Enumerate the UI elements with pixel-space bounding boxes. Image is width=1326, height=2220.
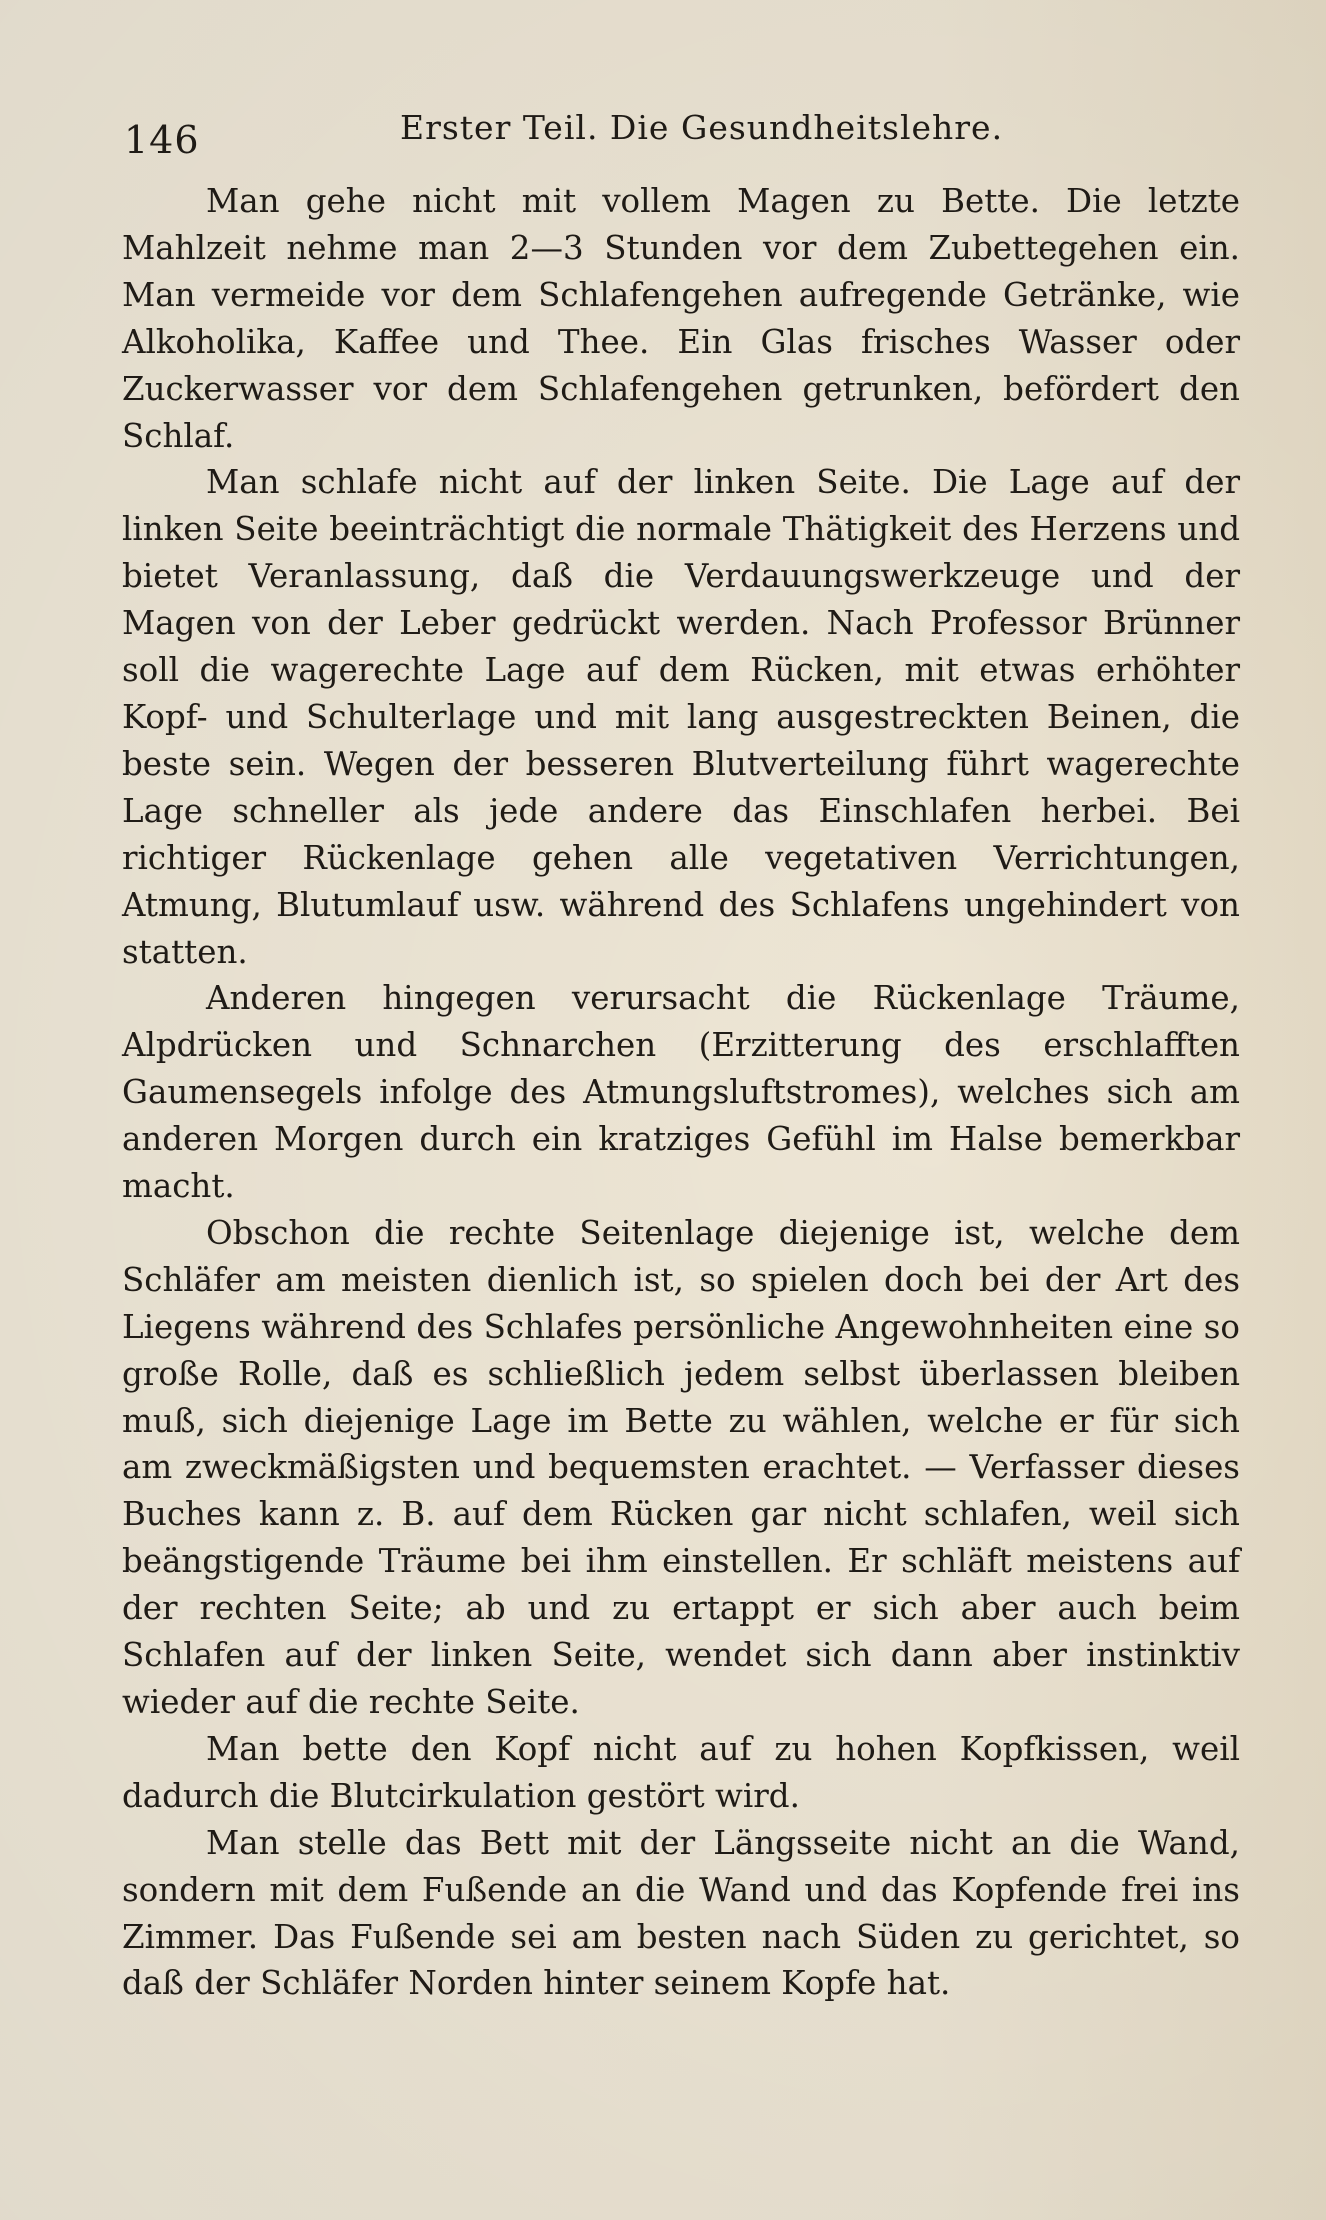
- paragraph: Obschon die rechte Seitenlage diejenige ist, welche dem Schläfer am meisten dienlich ist, so spielen doch bei der Art des Liegens während des Schlafes persönliche Angewohnheiten eine so große Rolle, daß es schließlich jedem selbst überlassen bleiben muß, sich diejenige Lage im Bette zu wählen, welche er für sich am zweckmäßigsten und bequemsten erachtet. — Verfasser dieses Buches kann z. B. auf dem Rücken gar nicht schlafen, weil sich beängstigende Träume bei ihm einstellen. Er schläft meistens auf der rechten Seite; ab und zu ertappt er sich aber auch beim Schlafen auf der linken Seite, wendet sich dann aber instinktiv wieder auf die rechte Seite.: [122, 1213, 1240, 1721]
- paragraph: Man bette den Kopf nicht auf zu hohen Kopfkissen, weil dadurch die Blutcirkulation gestört wird.: [122, 1729, 1240, 1815]
- paragraph: Man stelle das Bett mit der Längsseite nicht an die Wand, sondern mit dem Fußende an die Wand und das Kopfende frei ins Zimmer. Das Fußende sei am besten nach Süden zu gerichtet, so daß der Schläfer Norden hinter seinem Kopfe hat.: [122, 1823, 1240, 2003]
- page-number: 146: [124, 118, 200, 162]
- paragraph: Anderen hingegen verursacht die Rückenlage Träume, Alpdrücken und Schnarchen (Erzitterung des erschlafften Gaumensegels infolge des Atmungsluftstromes), welches sich am anderen Morgen durch ein kratziges Gefühl im Halse bemerkbar macht.: [122, 979, 1240, 1206]
- body-text: [122, 178, 1240, 2007]
- paragraph: Man schlafe nicht auf der linken Seite. Die Lage auf der linken Seite beeinträchtigt die normale Thätigkeit des Herzens und bietet Veranlassung, daß die Verdauungswerkzeuge und der Magen von der Leber gedrückt werden. Nach Professor Brünner soll die wagerechte Lage auf dem Rücken, mit etwas erhöhter Kopf- und Schulterlage und mit lang ausgestreckten Beinen, die beste sein. Wegen der besseren Blutverteilung führt wagerechte Lage schneller als jede andere das Einschlafen herbei. Bei richtiger Rückenlage gehen alle vegetativen Verrichtungen, Atmung, Blutumlauf usw. während des Schlafens ungehindert von statten.: [122, 463, 1240, 971]
- page-header: [120, 108, 1240, 168]
- paragraph: Man gehe nicht mit vollem Magen zu Bette. Die letzte Mahlzeit nehme man 2—3 Stunden vor dem Zubettegehen ein. Man vermeide vor dem Schlafengehen aufregende Getränke, wie Alkoholika, Kaffee und Thee. Ein Glas frisches Wasser oder Zuckerwasser vor dem Schlafengehen getrunken, befördert den Schlaf.: [122, 182, 1240, 455]
- running-head: Erster Teil. Die Gesundheitslehre.: [400, 108, 1004, 147]
